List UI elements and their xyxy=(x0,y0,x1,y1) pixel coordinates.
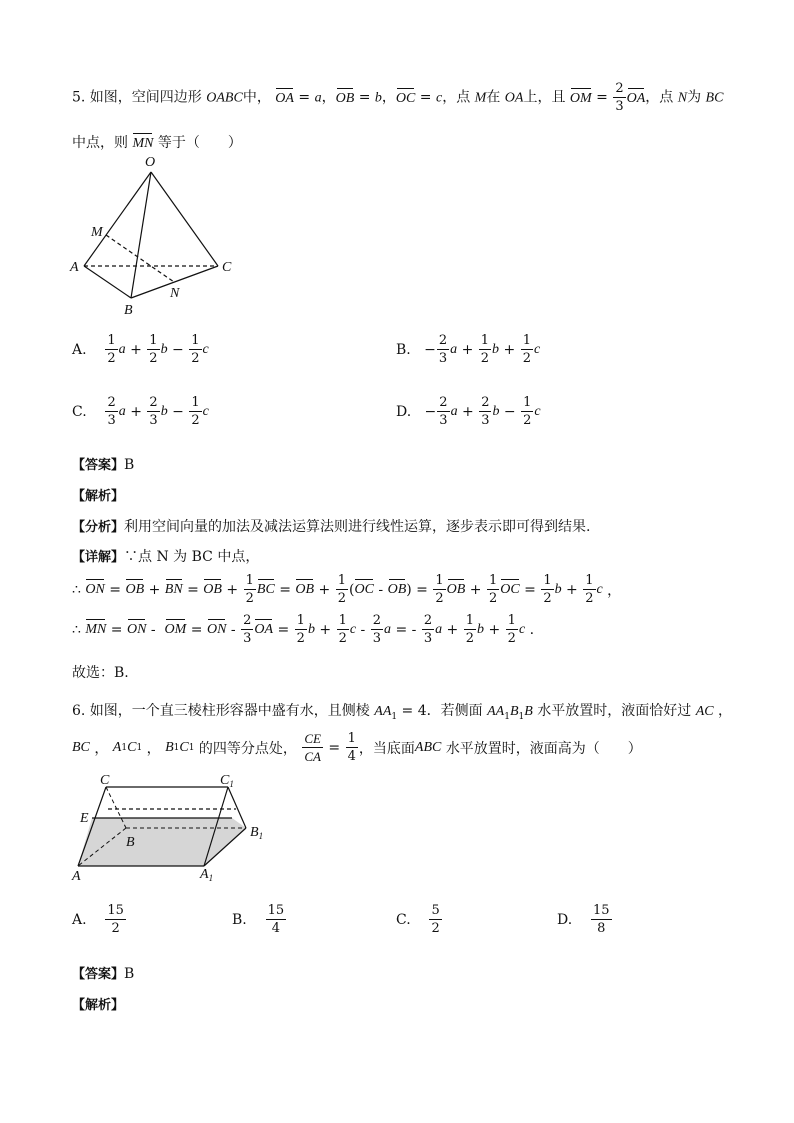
label-C1: $C_1$ xyxy=(220,773,234,789)
label-A: A xyxy=(72,869,81,882)
label-C: C xyxy=(222,260,232,275)
q6-answer: 【答案】B xyxy=(72,966,135,982)
q5-tetrahedron-figure xyxy=(66,152,246,322)
q5-on: 在 xyxy=(486,89,501,106)
label-M: M xyxy=(91,225,103,240)
q5-shape-name: OABC xyxy=(206,90,243,106)
q6-prism-figure xyxy=(64,772,264,882)
label-A1: $A_1$ xyxy=(200,867,214,882)
q5-analysis-tag: 【解析】 xyxy=(72,489,125,504)
q5-option-c[interactable]: C. $\frac{2}{3}$ a + $\frac{2}{3}$ b − $\frac{1}{2}$ c xyxy=(72,395,209,428)
label-C: C xyxy=(100,773,110,788)
label-O: O xyxy=(145,155,156,170)
water-region xyxy=(78,818,246,866)
q5-and: 上，且 xyxy=(523,89,566,106)
label-B: B xyxy=(124,303,133,318)
q5-prefix: 5. 如图，空间四边形 xyxy=(72,89,202,106)
label-B1: $B_1$ xyxy=(250,825,264,841)
q5-stem-line2: 中点，则 MN 等于（ ） xyxy=(72,135,242,151)
fenxi-text: 利用空间向量的加法及减法运算法则进行线性运算，逐步表示即可得到结果. xyxy=(124,519,591,535)
edge-OC xyxy=(151,172,218,266)
edge-AB xyxy=(84,266,131,298)
fenxi-tag: 【分析】 xyxy=(72,520,125,535)
answer-tag: 【答案】 xyxy=(72,458,125,473)
q5-option-a[interactable]: A. $\frac{1}{2}$ a + $\frac{1}{2}$ b − $\frac{1}{2}$ c xyxy=(72,333,209,366)
q5-answer xyxy=(72,454,134,473)
label-A: A xyxy=(70,260,79,275)
q6-option-b[interactable]: B. $\frac{15}{4}$ xyxy=(232,903,285,936)
q5-bc: BC xyxy=(705,90,724,106)
q6-option-a[interactable]: A. $\frac{15}{2}$ xyxy=(72,903,124,936)
q5-line-mn: ∴ MN = ON - OM = ON - $\frac{2}{3}$ OA = $\frac{1}{2}$ b + $\frac{1}{2}$ c - $\frac{2}{3}$ a = - $\frac{2}{3}$ a + $\frac{1}{2}$ b + $\frac{1}{2}$ c . xyxy=(72,613,535,646)
label-E: E xyxy=(80,811,89,826)
q5-oa: OA xyxy=(504,90,524,106)
q5-option-d[interactable]: D. − $\frac{2}{3}$ a + $\frac{2}{3}$ b − $\frac{1}{2}$ c xyxy=(396,395,541,428)
xiangjie-text: ∵点 N 为 BC 中点， xyxy=(124,549,260,565)
label-B: B xyxy=(126,835,135,850)
edge-OB xyxy=(131,172,151,298)
q5-is: 为 xyxy=(687,89,702,106)
q6-option-d[interactable]: D. $\frac{15}{8}$ xyxy=(557,903,610,936)
q5-xiangjie xyxy=(72,546,259,566)
q5-choose: 故选：B. xyxy=(72,665,129,681)
q5-equals: 等于（ ） xyxy=(157,135,242,151)
q6-option-c[interactable]: C. $\frac{5}{2}$ xyxy=(396,903,440,936)
q5-point-n: N xyxy=(677,90,688,106)
q5-fenxi xyxy=(72,516,590,536)
q6-stem-line1: 6. 如图，一个直三棱柱形容器中盛有水，且侧棱 $AA_1 = 4$．若侧面 $AA_1B_1B$ 水平放置时，液面恰好过 AC ， xyxy=(72,703,733,722)
xiangjie-tag: 【详解】 xyxy=(72,550,125,565)
label-N: N xyxy=(170,286,180,301)
q5-point-m: M xyxy=(474,90,487,106)
q6-analysis-tag: 【解析】 xyxy=(72,998,125,1013)
q6-stem-line2: BC ， A 1 C 1 ， B 1 C 1 的四等分点处， $\frac{CE}{CA}$ = $\frac{1}{4}$ ，当底面 ABC 水平放置时，液面高为（ ） xyxy=(72,731,642,764)
answer-value: B xyxy=(124,457,135,473)
q5-mid: 中， xyxy=(242,89,271,106)
q5-option-b[interactable]: B. − $\frac{2}{3}$ a + $\frac{1}{2}$ b + $\frac{1}{2}$ c xyxy=(396,333,541,366)
edge-OA xyxy=(84,172,151,266)
q5-line-on: ∴ ON = OB + BN = OB + $\frac{1}{2}$ BC = OB + $\frac{1}{2}$ ( OC - OB ) = $\frac{1}{2}$ OB + $\frac{1}{2}$ OC = $\frac{1}{2}$ b + $\frac{1}{2}$ c ， xyxy=(72,573,622,606)
q5-stem-line1: 5. 如图，空间四边形 OABC中， OA = a，OB = b，OC = c，点 M在 OA上，且 OM = $\frac{2}{3}$ OA，点 N为 BC xyxy=(72,81,724,114)
